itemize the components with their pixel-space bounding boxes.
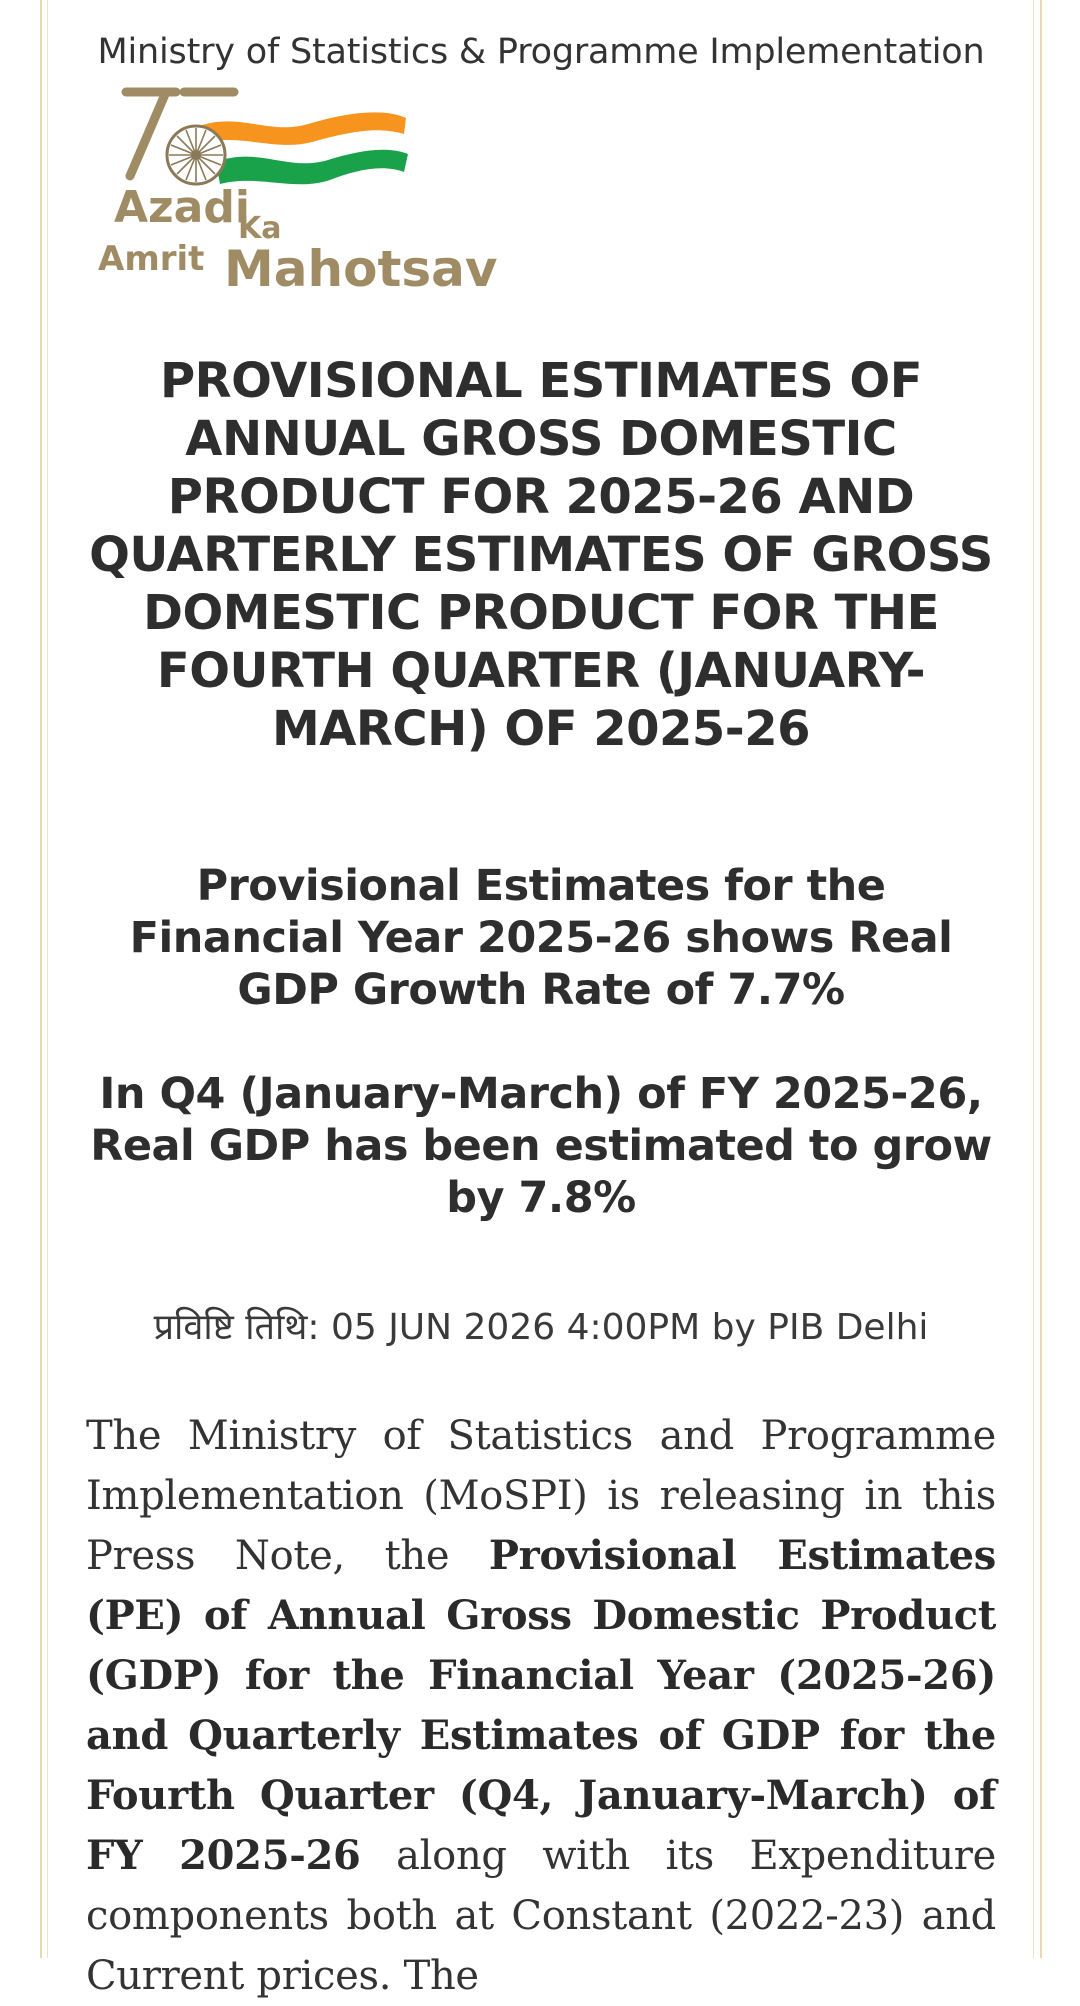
left-border-inner (47, 0, 48, 1958)
right-border-inner (1033, 0, 1034, 1958)
logo-text-azadi: Azadi (114, 182, 250, 233)
body-text-continuation: along with its Expenditure components both at Constant (2022-23) and Current prices. The (86, 1833, 996, 1999)
subtitle-annual-growth: Provisional Estimates for the Financial Year 2025-26 shows Real GDP Growth Rate of 7.7% (129, 861, 953, 1015)
azadi-ka-amrit-mahotsav-logo (98, 88, 498, 298)
release-body-paragraph (86, 1406, 996, 2006)
subtitle-q4-growth: In Q4 (January-March) of FY 2025-26, Real GDP has been estimated to grow by 7.8% (90, 1069, 992, 1223)
logo-text-ka: Ka (238, 211, 282, 246)
body-text-intro: The Ministry of Statistics and Programme Implementation (MoSPI) is releasing in this Press Note, the (86, 1413, 996, 1579)
release-content (86, 0, 996, 1999)
body-text-highlight: Provisional Estimates (PE) of Annual Gross Domestic Product (GDP) for the Financial Year (2025-26) and Quarterly Estimates of GDP for the Fourth Quarter (Q4, January-March) of FY 2025-26 (86, 1532, 996, 1879)
logo-text-mahotsav: Mahotsav (224, 240, 498, 298)
right-border (1040, 0, 1042, 1958)
left-border (40, 0, 42, 1958)
release-title: PROVISIONAL ESTIMATES OF ANNUAL GROSS DOMESTIC PRODUCT FOR 2025-26 AND QUARTERLY ESTIMATES OF GROSS DOMESTIC PRODUCT FOR THE FOURTH QUARTER (JANUARY-MARCH) OF 2025-26 (89, 353, 993, 757)
ministry-name: Ministry of Statistics & Programme Implementation (97, 32, 985, 72)
logo-text-amrit: Amrit (98, 239, 205, 279)
posted-date-line: प्रविष्टि तिथि: 05 JUN 2026 4:00PM by PIB Delhi (153, 1307, 929, 1348)
